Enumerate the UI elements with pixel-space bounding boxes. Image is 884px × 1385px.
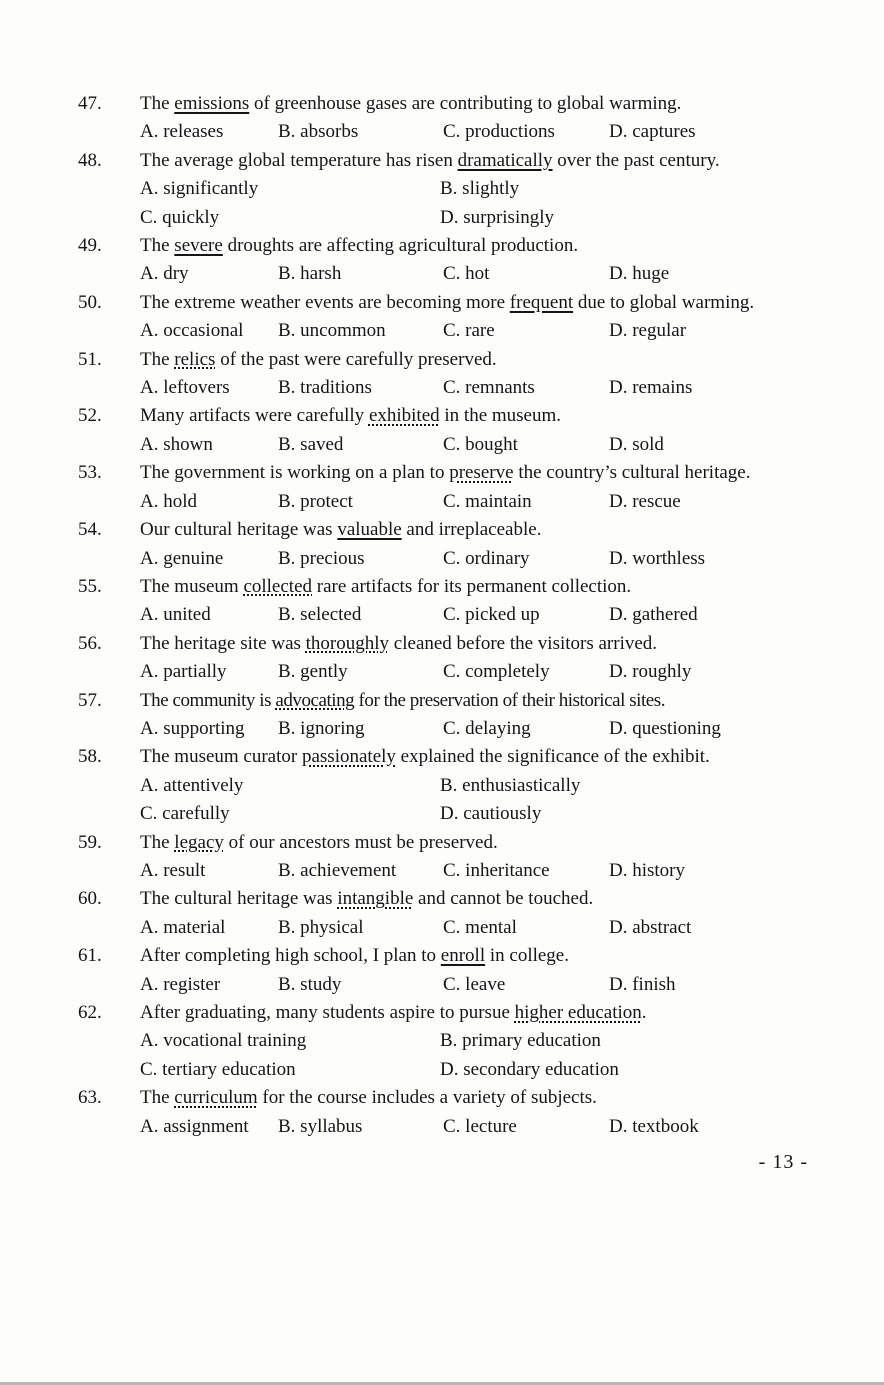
stem-text: After graduating, many students aspire to pursue (140, 1002, 515, 1023)
target-word: valuable (337, 519, 402, 541)
stem-text: for the course includes a variety of subjects. (257, 1087, 597, 1109)
question-options (140, 374, 808, 402)
stem-text: The (140, 235, 175, 257)
question (78, 942, 808, 999)
option: C. completely (443, 661, 550, 683)
option: B. enthusiastically (440, 774, 581, 796)
question-number: 63. (78, 1087, 102, 1109)
stem-text: The (140, 93, 175, 114)
question-number: 58. (78, 746, 102, 768)
option: C. picked up (443, 604, 540, 626)
question (78, 402, 808, 459)
question-options (140, 1027, 808, 1084)
question (78, 630, 808, 687)
question-options (140, 317, 808, 345)
question-body (140, 942, 808, 999)
question-body (140, 402, 808, 459)
option: D. cautiously (440, 803, 542, 825)
option: B. syllabus (278, 1115, 363, 1137)
question (78, 90, 808, 147)
question-number: 50. (78, 291, 102, 313)
option: B. study (278, 973, 342, 995)
question-body (140, 829, 808, 886)
question-number: 49. (78, 235, 102, 257)
question-body (140, 999, 808, 1084)
question-body (140, 90, 808, 147)
target-word: thoroughly (305, 632, 390, 654)
question (78, 289, 808, 346)
question-list (78, 90, 808, 1141)
stem-text: of our ancestors must be preserved. (223, 831, 498, 853)
option: D. regular (609, 320, 687, 342)
question-options (140, 971, 808, 999)
option: D. questioning (609, 717, 721, 739)
stem-text: and cannot be touched. (413, 888, 594, 910)
question-options (140, 260, 808, 288)
question-body (140, 516, 808, 573)
option: A. dry (140, 263, 189, 285)
question-stem (140, 687, 808, 715)
option: C. ordinary (443, 547, 530, 569)
question-number: 62. (78, 1002, 102, 1023)
option: B. precious (278, 547, 365, 569)
target-word: enroll (440, 945, 486, 967)
question-number: 48. (78, 149, 102, 171)
question (78, 829, 808, 886)
option: D. roughly (609, 661, 692, 683)
stem-text: of the past were carefully preserved. (215, 348, 497, 370)
question-body (140, 630, 808, 687)
option: C. mental (443, 916, 517, 938)
stem-text: cleaned before the visitors arrived. (389, 632, 658, 654)
question-body (140, 1084, 808, 1141)
option: B. achievement (278, 859, 397, 881)
question-stem (140, 829, 808, 857)
question-options (140, 857, 808, 885)
option: D. surprisingly (440, 206, 554, 228)
target-word: preserve (449, 462, 514, 484)
stem-text: The average global temperature has risen (140, 149, 458, 171)
stem-text: The (140, 831, 175, 853)
option: D. abstract (609, 916, 692, 938)
question-body (140, 743, 808, 828)
option: A. attentively (140, 774, 244, 796)
stem-text: The cultural heritage was (140, 888, 338, 910)
question-options (140, 1113, 808, 1141)
option: A. genuine (140, 547, 224, 569)
question-stem (140, 885, 808, 913)
question (78, 1084, 808, 1141)
stem-text: The (140, 348, 175, 370)
stem-text: . (641, 1002, 647, 1023)
question-stem (140, 90, 808, 118)
option: D. huge (609, 263, 670, 285)
stem-text: The (140, 1087, 175, 1109)
question-body (140, 885, 808, 942)
target-word: collected (243, 575, 313, 597)
stem-text: due to global warming. (573, 291, 755, 313)
option: B. protect (278, 490, 353, 512)
question-body (140, 346, 808, 403)
question-number: 54. (78, 519, 102, 541)
option: C. lecture (443, 1115, 517, 1137)
stem-text: The government is working on a plan to (140, 462, 450, 484)
option: A. occasional (140, 320, 244, 342)
stem-text: for the preservation of their historical sites. (354, 689, 666, 711)
question-stem (140, 516, 808, 544)
option: C. delaying (443, 717, 531, 739)
option: A. partially (140, 661, 227, 683)
option: A. significantly (140, 178, 259, 200)
target-word: advocating (275, 689, 355, 711)
option: A. result (140, 859, 206, 881)
stem-text: After completing high school, I plan to (140, 945, 441, 967)
question-options (140, 772, 808, 829)
stem-text: The extreme weather events are becoming more (140, 291, 510, 313)
option: A. hold (140, 490, 197, 512)
question-number: 53. (78, 462, 102, 484)
option: C. quickly (140, 206, 220, 228)
stem-text: over the past century. (552, 149, 720, 171)
target-word: passionately (301, 746, 396, 768)
question-stem (140, 289, 808, 317)
question-body (140, 573, 808, 630)
question-options (140, 118, 808, 146)
option: A. assignment (140, 1115, 249, 1137)
target-word: legacy (174, 831, 224, 853)
question (78, 459, 808, 516)
question-number: 60. (78, 888, 102, 910)
option: C. productions (443, 121, 555, 143)
question-stem (140, 573, 808, 601)
option: B. ignoring (278, 717, 365, 739)
question (78, 346, 808, 403)
option: D. secondary education (440, 1058, 619, 1080)
option: C. hot (443, 263, 490, 285)
option: B. selected (278, 604, 362, 626)
question-body (140, 232, 808, 289)
question-options (140, 658, 808, 686)
option: B. slightly (440, 178, 520, 200)
question (78, 516, 808, 573)
question-stem (140, 459, 808, 487)
question-body (140, 289, 808, 346)
question-stem (140, 402, 808, 430)
question-body (140, 147, 808, 232)
question-stem (140, 1084, 808, 1112)
option: D. captures (609, 121, 696, 143)
question (78, 687, 808, 744)
option: A. supporting (140, 717, 245, 739)
question (78, 147, 808, 232)
stem-text: in college. (485, 945, 569, 967)
question-options (140, 545, 808, 573)
option: C. inheritance (443, 859, 550, 881)
page-number: - 13 - (758, 1151, 808, 1174)
option: B. harsh (278, 263, 342, 285)
target-word: curriculum (174, 1087, 258, 1109)
question-stem (140, 147, 808, 175)
question-number: 59. (78, 831, 102, 853)
option: C. rare (443, 320, 495, 342)
option: C. tertiary education (140, 1058, 296, 1080)
stem-text: in the museum. (439, 405, 562, 427)
question-stem (140, 743, 808, 771)
question-options (140, 914, 808, 942)
stem-text: The museum curator (140, 746, 302, 768)
question (78, 573, 808, 630)
option: C. bought (443, 433, 518, 455)
stem-text: The heritage site was (140, 632, 306, 654)
option: B. gently (278, 661, 348, 683)
question (78, 885, 808, 942)
option: D. worthless (609, 547, 706, 569)
question (78, 743, 808, 828)
question (78, 232, 808, 289)
question-number: 47. (78, 93, 102, 114)
stem-text: explained the significance of the exhibit. (395, 746, 710, 768)
option: A. united (140, 604, 211, 626)
question-number: 52. (78, 405, 102, 427)
question-number: 51. (78, 348, 102, 370)
target-word: intangible (337, 888, 414, 910)
option: B. uncommon (278, 320, 386, 342)
target-word: relics (174, 348, 216, 370)
stem-text: of greenhouse gases are contributing to global warming. (249, 93, 682, 114)
question-options (140, 431, 808, 459)
stem-text: the country’s cultural heritage. (513, 462, 751, 484)
option: B. primary education (440, 1030, 601, 1052)
target-word: exhibited (368, 405, 440, 427)
question-stem (140, 630, 808, 658)
option: B. physical (278, 916, 364, 938)
target-word: severe (174, 235, 223, 257)
option: D. finish (609, 973, 676, 995)
stem-text: droughts are affecting agricultural production. (222, 235, 579, 257)
stem-text: and irreplaceable. (401, 519, 542, 541)
target-word: dramatically (457, 149, 553, 171)
question-stem (140, 232, 808, 260)
stem-text: rare artifacts for its permanent collection. (312, 575, 632, 597)
target-word: emissions (174, 93, 250, 114)
question (78, 999, 808, 1084)
stem-text: Our cultural heritage was (140, 519, 338, 541)
question-options (140, 488, 808, 516)
question-number: 61. (78, 945, 102, 967)
option: A. vocational training (140, 1030, 307, 1052)
page-content (78, 90, 808, 1174)
option: D. history (609, 859, 685, 881)
question-number: 55. (78, 575, 102, 597)
option: A. leftovers (140, 377, 230, 399)
question-options (140, 715, 808, 743)
option: A. material (140, 916, 226, 938)
question-stem (140, 999, 808, 1027)
question-number: 56. (78, 632, 102, 654)
option: D. sold (609, 433, 664, 455)
option: C. maintain (443, 490, 532, 512)
question-stem (140, 942, 808, 970)
option: A. releases (140, 121, 224, 143)
question-body (140, 687, 808, 744)
option: B. absorbs (278, 121, 359, 143)
question-number: 57. (78, 689, 102, 711)
stem-text: Many artifacts were carefully (140, 405, 369, 427)
option: D. gathered (609, 604, 698, 626)
stem-text: The community is (140, 689, 276, 711)
option: D. remains (609, 377, 693, 399)
question-stem (140, 346, 808, 374)
question-options (140, 601, 808, 629)
option: B. traditions (278, 377, 372, 399)
question-body (140, 459, 808, 516)
question-options (140, 175, 808, 232)
option: C. carefully (140, 803, 230, 825)
option: D. textbook (609, 1115, 699, 1137)
stem-text: The museum (140, 575, 244, 597)
option: C. remnants (443, 377, 535, 399)
target-word: frequent (509, 291, 574, 313)
option: D. rescue (609, 490, 681, 512)
target-word: higher education (514, 1002, 642, 1023)
option: A. register (140, 973, 221, 995)
option: B. saved (278, 433, 344, 455)
option: A. shown (140, 433, 213, 455)
option: C. leave (443, 973, 506, 995)
